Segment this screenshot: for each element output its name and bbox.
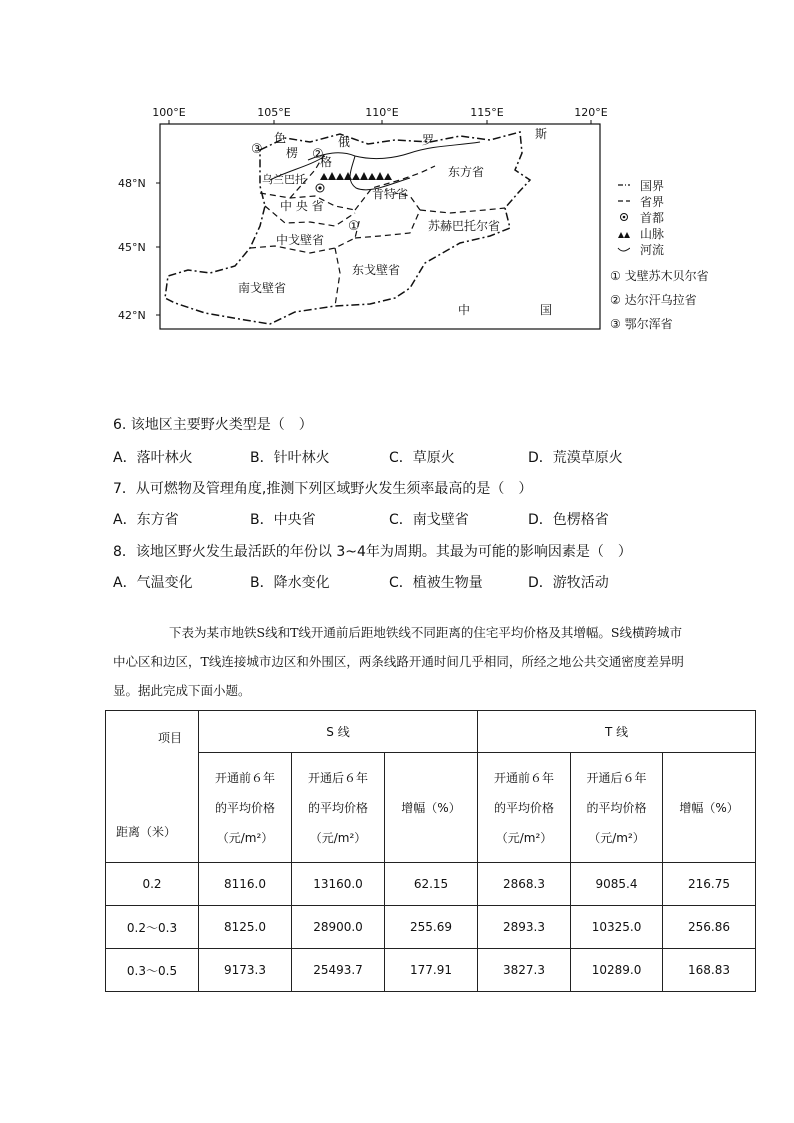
legend-province-labels — [610, 264, 709, 336]
province-border — [335, 248, 340, 306]
table-cell: 255.69 — [385, 906, 478, 949]
s-line-header: S 线 — [199, 711, 478, 753]
legend-capital: 首都 — [640, 211, 665, 225]
label-khentii: 肯特省 — [372, 187, 409, 201]
question-8-options — [113, 572, 733, 592]
lon-label: 105°E — [257, 106, 291, 119]
table-cell: 2868.3 — [478, 863, 571, 906]
option-b[interactable]: B．降水变化 — [250, 575, 330, 591]
option-a[interactable]: A．东方省 — [113, 512, 179, 528]
label-china: 中 — [458, 303, 471, 317]
province-border — [420, 208, 505, 213]
table-cell: 13160.0 — [292, 863, 385, 906]
question-7-stem: 7．从可燃物及管理角度,推测下列区域野火发生须率最高的是（ ） — [113, 481, 533, 497]
table-cell: 10325.0 — [571, 906, 663, 949]
mongolia-map — [110, 98, 630, 338]
question-6-options — [113, 447, 733, 467]
table-row — [106, 949, 756, 992]
table-cell: 0.3～0.5 — [106, 949, 199, 992]
sub-header: 开通后６年 的平均价格 （元/m²） — [292, 753, 385, 863]
legend-province-2: ② 达尔汗乌拉省 — [610, 293, 697, 307]
legend-province-1: ① 戈壁苏木贝尔省 — [610, 269, 709, 283]
sub-header: 开通前６年 的平均价格 （元/m²） — [478, 753, 571, 863]
legend-mountain: 山脉 — [640, 227, 665, 241]
label-omnogovi: 南戈壁省 — [238, 281, 287, 295]
corner-top-label: 项目 — [158, 731, 183, 745]
lat-label: 48°N — [118, 177, 146, 190]
table-cell: 256.86 — [663, 906, 756, 949]
option-a[interactable]: A．气温变化 — [113, 575, 193, 591]
legend-labels — [640, 178, 664, 258]
label-dornogovi: 东戈壁省 — [352, 263, 401, 277]
question-7-options — [113, 509, 733, 529]
table-cell: 168.83 — [663, 949, 756, 992]
intro-paragraph: 下表为某市地铁S线和T线开通前后距地铁线不同距离的住宅平均价格及其增幅。S线横跨城市中心区和边区，T线连接城市边区和外围区，两条线路开通时间几乎相同，所经之地公共交通密度差异明显。据此完成下面小题。 — [113, 625, 684, 698]
mountain-range — [320, 172, 392, 180]
option-c[interactable]: C．南戈壁省 — [389, 512, 469, 528]
table-cell: 2893.3 — [478, 906, 571, 949]
label-dundgovi: 中戈壁省 — [276, 233, 325, 247]
marker-1: ① — [348, 219, 360, 234]
option-a[interactable]: A．落叶林火 — [113, 450, 193, 466]
table-cell: 8125.0 — [199, 906, 292, 949]
label-russia: 罗 — [422, 133, 435, 147]
legend-province-3: ③ 鄂尔浑省 — [610, 317, 673, 331]
table-cell: 25493.7 — [292, 949, 385, 992]
lat-label: 45°N — [118, 241, 146, 254]
option-b[interactable]: B．中央省 — [250, 512, 316, 528]
table-row — [106, 863, 756, 906]
table-row — [106, 906, 756, 949]
sub-header: 开通前６年 的平均价格 （元/m²） — [199, 753, 292, 863]
map-frame — [160, 124, 600, 329]
table-cell: 9173.3 — [199, 949, 292, 992]
table-cell: 0.2 — [106, 863, 199, 906]
label-russia: 俄 — [338, 135, 351, 149]
table-cell: 28900.0 — [292, 906, 385, 949]
label-selenge: 色 — [274, 131, 287, 145]
question-8-stem: 8．该地区野火发生最活跃的年份以 3~4年为周期。其最为可能的影响因素是（ ） — [113, 544, 632, 560]
label-central: 中 央 省 — [280, 199, 324, 213]
marker-2: ② — [312, 147, 324, 162]
marker-3: ③ — [251, 142, 263, 157]
label-selenge: 楞 — [286, 146, 299, 160]
sub-header: 增幅（%） — [385, 753, 478, 863]
table-cell: 177.91 — [385, 949, 478, 992]
sub-header: 增幅（%） — [663, 753, 756, 863]
option-c[interactable]: C．植被生物量 — [389, 575, 483, 591]
lat-label: 42°N — [118, 309, 146, 322]
table-cell: 9085.4 — [571, 863, 663, 906]
label-ulaanbaatar: 乌兰巴托 — [262, 173, 306, 186]
option-c[interactable]: C．草原火 — [389, 450, 455, 466]
legend-river: 河流 — [640, 243, 665, 257]
table-cell: 10289.0 — [571, 949, 663, 992]
sub-header: 开通后６年 的平均价格 （元/m²） — [571, 753, 663, 863]
table-cell: 8116.0 — [199, 863, 292, 906]
option-d[interactable]: D．色楞格省 — [528, 512, 609, 528]
label-selenge: 格 — [320, 155, 333, 169]
table-cell: 0.2～0.3 — [106, 906, 199, 949]
lon-label: 110°E — [365, 106, 399, 119]
corner-cell — [106, 711, 199, 863]
option-d[interactable]: D．游牧活动 — [528, 575, 609, 591]
table-cell: 3827.3 — [478, 949, 571, 992]
t-line-header: T 线 — [478, 711, 756, 753]
table-cell: 216.75 — [663, 863, 756, 906]
lon-label: 100°E — [152, 106, 186, 119]
lon-label: 115°E — [470, 106, 504, 119]
option-d[interactable]: D．荒漠草原火 — [528, 450, 623, 466]
option-b[interactable]: B．针叶林火 — [250, 450, 330, 466]
table-cell: 62.15 — [385, 863, 478, 906]
label-china: 国 — [540, 303, 553, 317]
label-dornod: 东方省 — [448, 165, 485, 179]
legend-province-border: 省界 — [640, 195, 665, 209]
lon-label: 120°E — [574, 106, 608, 119]
label-russia: 斯 — [535, 127, 548, 141]
corner-bottom-label: 距离（米） — [116, 825, 177, 839]
question-6-stem: 6. 该地区主要野火类型是（ ） — [113, 417, 313, 433]
price-table — [105, 710, 756, 992]
legend-national-border: 国界 — [640, 179, 665, 193]
label-sukhbaatar: 苏赫巴托尔省 — [428, 219, 501, 233]
map-legend — [618, 185, 630, 251]
